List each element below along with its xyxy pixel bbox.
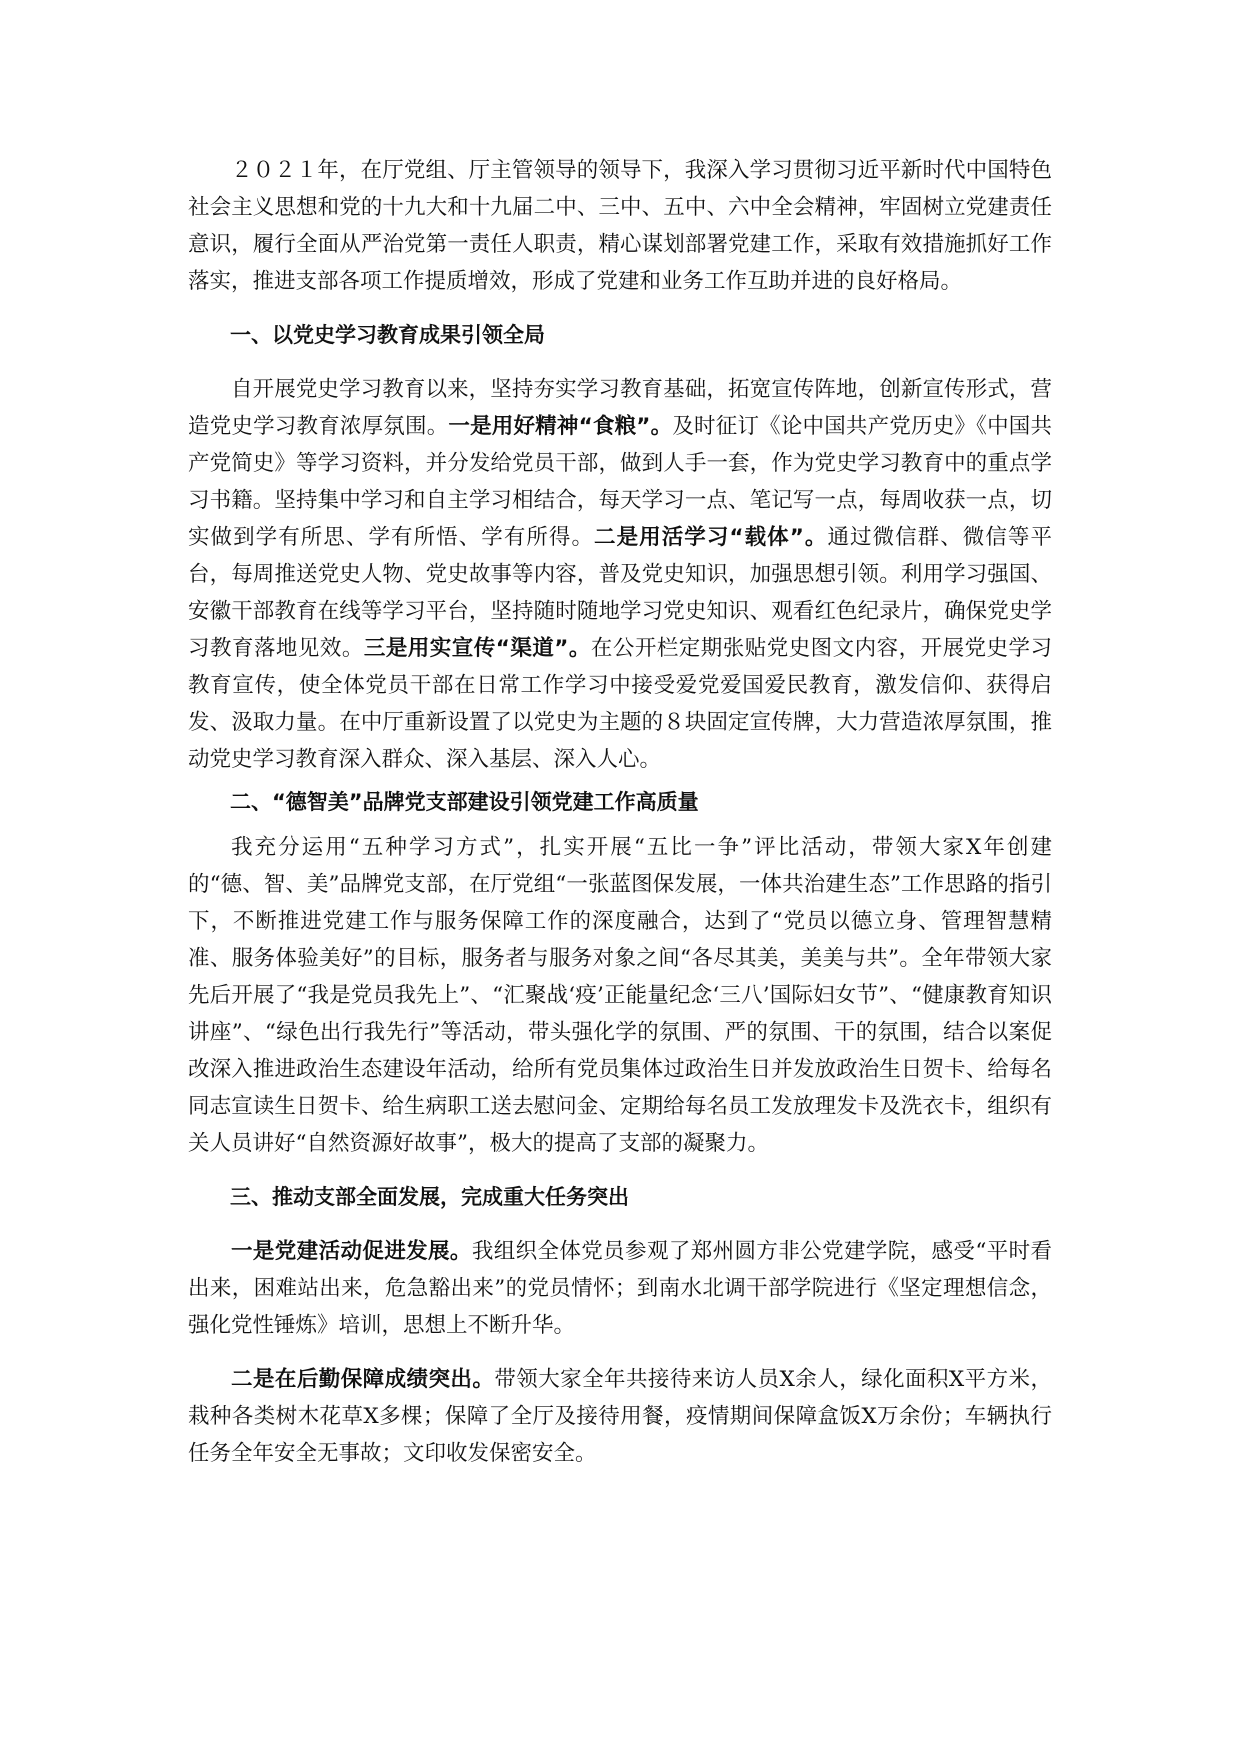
section-3-bold-2: 二是在后勤保障成绩突出。 (231, 1367, 495, 1392)
section-2-heading: 二、“德智美”品牌党支部建设引领党建工作高质量 (230, 790, 699, 814)
section-1-bold-2: 二是用活学习“载体”。 (594, 525, 828, 550)
section-3-paragraph-1 (188, 1233, 1052, 1344)
section-3-text-1: 我组织全体党员参观了郑州圆方非公党建学院，感受“平时看出来，困难站出来，危急豁出来”的党员情怀；到南水北调干部学院进行《坚定理想信念，强化党性锤炼》培训，思想上不断升华。 (188, 1239, 1052, 1338)
section-3-paragraph-2 (188, 1361, 1052, 1472)
section-1-bold-3: 三是用实宣传“渠道”。 (363, 636, 591, 661)
section-1-text-4: 在公开栏定期张贴党史图文内容，开展党史学习教育宣传，使全体党员干部在日常工作学习中接受爱党爱国爱民教育，激发信仰、获得启发、汲取力量。在中厅重新设置了以党史为主题的８块固定宣传牌，大力营造浓厚氛围，推动党史学习教育深入群众、深入基层、深入人心。 (188, 636, 1052, 772)
intro-paragraph: ２０２１年，在厅党组、厅主管领导的领导下，我深入学习贯彻习近平新时代中国特色社会主义思想和党的十九大和十九届二中、三中、五中、六中全会精神，牢固树立党建责任意识，履行全面从严治党第一责任人职责，精心谋划部署党建工作，采取有效措施抓好工作落实，推进支部各项工作提质增效，形成了党建和业务工作互助并进的良好格局。 (188, 158, 1052, 294)
document-page (188, 152, 1052, 1472)
section-1-text-3: 通过微信群、微信等平台，每周推送党史人物、党史故事等内容，普及党史知识，加强思想引领。利用学习强国、安徽干部教育在线等学习平台，坚持随时随地学习党史知识、观看红色纪录片，确保党史学习教育落地见效。 (188, 525, 1052, 661)
section-1-text-2: 及时征订《论中国共产党历史》《中国共产党简史》等学习资料，并分发给党员干部，做到人手一套，作为党史学习教育中的重点学习书籍。坚持集中学习和自主学习相结合，每天学习一点、笔记写一点，每周收获一点，切实做到学有所思、学有所悟、学有所得。 (188, 414, 1052, 550)
section-2-paragraph: 我充分运用“五种学习方式”，扎实开展“五比一争”评比活动，带领大家X年创建的“德、智、美”品牌党支部，在厅党组“一张蓝图保发展，一体共治建生态”工作思路的指引下，不断推进党建工作与服务保障工作的深度融合，达到了“党员以德立身、管理智慧精准、服务体验美好”的目标，服务者与服务对象之间“各尽其美，美美与共”。全年带领大家先后开展了“我是党员我先上”、“汇聚战‘疫’正能量纪念‘三八’国际妇女节”、“健康教育知识讲座”、“绿色出行我先行”等活动，带头强化学的氛围、严的氛围、干的氛围，结合以案促改深入推进政治生态建设年活动，给所有党员集体过政治生日并发放政治生日贺卡、给每名同志宣读生日贺卡、给生病职工送去慰问金、定期给每名员工发放理发卡及洗衣卡，组织有关人员讲好“自然资源好故事”，极大的提高了支部的凝聚力。 (188, 835, 1052, 1156)
section-1-paragraph (188, 371, 1052, 778)
section-1-text-1: 自开展党史学习教育以来，坚持夯实学习教育基础，拓宽宣传阵地，创新宣传形式，营造党史学习教育浓厚氛围。 (188, 377, 1052, 439)
section-3-text-2: 带领大家全年共接待来访人员X余人，绿化面积X平方米，栽种各类树木花草X多棵；保障了全厅及接待用餐，疫情期间保障盒饭X万余份；车辆执行任务全年安全无事故；文印收发保密安全。 (188, 1367, 1052, 1466)
section-1-bold-1: 一是用好精神“食粮”。 (448, 414, 673, 439)
section-3-heading: 三、推动支部全面发展，完成重大任务突出 (230, 1185, 629, 1209)
section-1-heading: 一、以党史学习教育成果引领全局 (230, 323, 545, 347)
section-3-bold-1: 一是党建活动促进发展。 (231, 1239, 472, 1264)
